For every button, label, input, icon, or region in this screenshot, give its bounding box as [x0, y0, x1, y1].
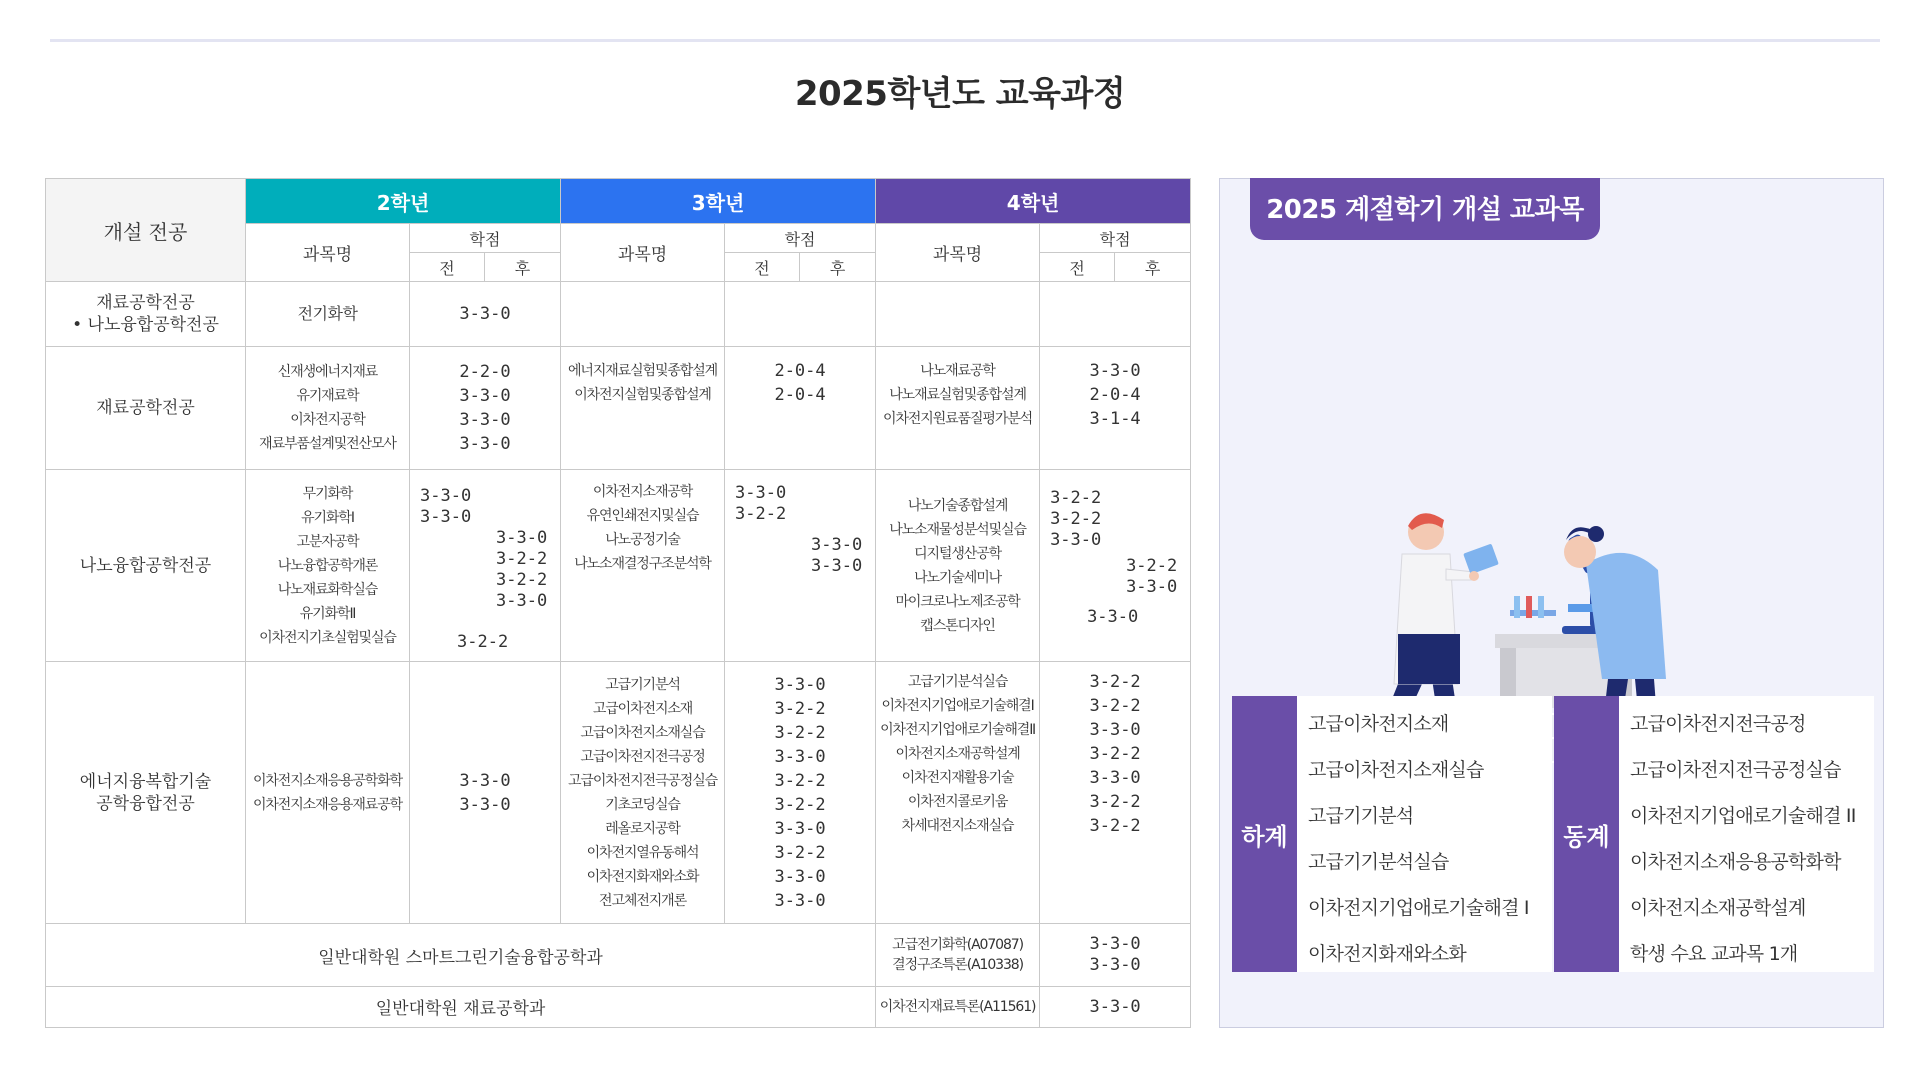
subject-name: 나노소재결정구조분석학: [574, 556, 711, 573]
subject-cell: [561, 346, 725, 470]
subject-name: 나노재료실험및종합설계: [889, 386, 1026, 403]
top-divider: [50, 39, 1880, 42]
subject-name: 이차전지기초실험및실습: [259, 629, 396, 646]
credit-value: 3-2-2: [1126, 556, 1178, 577]
credit-header: 학점: [1040, 224, 1191, 253]
credit-value: 3-3-0: [1089, 955, 1141, 976]
winter-session-label: 동계: [1554, 696, 1619, 972]
subject-name: 고급기기분석: [605, 676, 680, 693]
credit-value: 3-3-0: [459, 410, 511, 431]
credit-value: 3-2-2: [1089, 672, 1141, 693]
front-header: 전: [725, 253, 800, 282]
subject-name: 이차전지콜로키움: [907, 794, 1008, 811]
credit-cell: [725, 282, 876, 346]
major-name: • 나노융합공학전공: [72, 315, 219, 336]
summer-session-box: [1232, 696, 1552, 972]
table-row: [46, 346, 1191, 470]
table-row: [46, 470, 1191, 662]
major-name: 재료공학전공: [96, 398, 195, 419]
winter-course-list: [1630, 701, 1880, 977]
credit-value: 3-3-0: [1089, 934, 1141, 955]
subject-name: 이차전지소재공학: [592, 484, 693, 501]
subject-name: 이차전지기업애로기술해결Ⅰ: [881, 698, 1034, 715]
credit-value: 2-0-4: [1089, 384, 1141, 405]
summer-course-list: [1308, 701, 1558, 977]
subject-cell: [876, 470, 1040, 662]
front-header: 전: [410, 253, 485, 282]
subject-name: 고급이차전지전극공정실습: [567, 772, 718, 789]
credit-value: 3-3-0: [811, 535, 863, 556]
list-item: 고급이차전지소재: [1308, 713, 1449, 735]
list-item: 학생 수요 교과목 1개: [1630, 943, 1798, 965]
subject-name: 이차전지소재응용재료공학: [252, 796, 403, 813]
major-header: 개설 전공: [46, 179, 246, 282]
back-header: 후: [485, 253, 561, 282]
table-row: [46, 662, 1191, 924]
major-cell: [46, 346, 246, 470]
major-cell: [46, 662, 246, 924]
subject-name: 이차전지공학: [290, 412, 365, 429]
credit-value: 3-3-0: [1089, 768, 1141, 789]
subject-name: 캡스톤디자인: [920, 617, 995, 634]
table-row: [46, 924, 1191, 986]
credit-value: 3-2-2: [735, 504, 787, 525]
major-name: 나노융합공학전공: [79, 555, 212, 576]
major-name: 재료공학전공: [96, 293, 195, 314]
credit-value: 3-3-0: [1089, 720, 1141, 741]
list-item: 고급기기분석: [1308, 805, 1414, 827]
back-header: 후: [1115, 253, 1191, 282]
credit-value: 3-3-0: [1089, 996, 1141, 1017]
credit-value: 3-3-0: [774, 890, 826, 911]
subject-name: 유기재료학: [296, 388, 359, 405]
credit-value: 3-3-0: [496, 528, 548, 549]
subject-header: 과목명: [561, 224, 725, 282]
list-item: 고급이차전지전극공정: [1630, 713, 1806, 735]
credit-value: 3-3-0: [496, 591, 548, 612]
winter-session-box: [1554, 696, 1874, 972]
subject-name: 재료부품설계및전산모사: [259, 436, 396, 453]
credit-value: 3-3-0: [459, 794, 511, 815]
credit-cell: [410, 346, 561, 470]
credit-value: 3-2-2: [1050, 488, 1102, 509]
subject-name: 나노공정기술: [605, 532, 680, 549]
credit-value: 3-2-2: [1050, 509, 1102, 530]
credit-value: 3-3-0: [420, 486, 472, 507]
subject-name: 이차전지화재와소화: [586, 868, 699, 885]
credit-cell: [725, 470, 876, 662]
credit-cell: [1040, 662, 1191, 924]
subject-cell: [246, 662, 410, 924]
subject-name: 이차전지소재공학설계: [895, 746, 1020, 763]
credit-header: 학점: [410, 224, 561, 253]
year-4-header: 4학년: [876, 179, 1191, 224]
grad-program-label: 일반대학원 스마트그린기술융합공학과: [46, 924, 876, 986]
subject-cell: [561, 470, 725, 662]
subject-name: 유연인쇄전지및실습: [586, 508, 699, 525]
subject-name: 고분자공학: [296, 533, 359, 550]
subject-name: 이차전지원료품질평가분석: [883, 410, 1033, 427]
subject-name: 유기화학Ⅱ: [299, 605, 356, 622]
subject-name: 이차전지재료특론(A11561): [879, 998, 1036, 1015]
seasonal-courses-panel: [1219, 178, 1884, 1028]
curriculum-table: [45, 178, 1191, 1028]
list-item: 이차전지소재응용공학화학: [1630, 851, 1841, 873]
front-header: 전: [1040, 253, 1115, 282]
credit-value: 3-3-0: [1089, 360, 1141, 381]
subject-name: 결정구조특론(A10338): [892, 957, 1023, 974]
credit-cell: [1040, 470, 1191, 662]
credit-value: 3-3-0: [811, 556, 863, 577]
credit-cell: [725, 662, 876, 924]
credit-value: 3-3-0: [459, 770, 511, 791]
list-item: 이차전지기업애로기술해결 I: [1308, 897, 1529, 919]
subject-cell: [246, 346, 410, 470]
list-item: 고급기기분석실습: [1308, 851, 1449, 873]
subject-name: 기초코딩실습: [605, 796, 680, 813]
year-2-header: 2학년: [246, 179, 561, 224]
subject-name: 이차전지소재응용공학화학: [252, 772, 403, 789]
subject-name: 신재생에너지재료: [277, 364, 378, 381]
subject-name: 전기화학: [297, 304, 358, 324]
credit-cell: [1040, 282, 1191, 346]
subject-name: 고급기기분석실습: [907, 674, 1008, 691]
subject-name: 디지털생산공학: [914, 545, 1002, 562]
major-cell: [46, 470, 246, 662]
subject-name: 나노재료화학실습: [277, 581, 378, 598]
table-row: [46, 986, 1191, 1027]
credit-cell: [725, 346, 876, 470]
subject-name: 무기화학: [302, 485, 353, 502]
subject-cell: [876, 924, 1040, 986]
list-item: 고급이차전지전극공정실습: [1630, 759, 1841, 781]
credit-value: 3-3-0: [1050, 530, 1102, 551]
subject-cell: [876, 346, 1040, 470]
subject-name: 나노융합공학개론: [277, 557, 378, 574]
subject-header: 과목명: [246, 224, 410, 282]
back-header: 후: [800, 253, 876, 282]
credit-value: 3-2-2: [1089, 744, 1141, 765]
credit-cell: [1040, 924, 1191, 986]
credit-value: 3-2-2: [457, 632, 509, 653]
subject-name: 고급전기화학(A07087): [892, 937, 1023, 954]
subject-name: 마이크로나노제조공학: [895, 593, 1020, 610]
major-cell: [46, 282, 246, 346]
credit-value: 3-3-0: [774, 674, 826, 695]
page-title: 2025학년도 교육과정: [794, 74, 1126, 114]
credit-value: 3-2-2: [774, 698, 826, 719]
subject-name: 이차전지재활용기술: [901, 770, 1014, 787]
table-row: [46, 282, 1191, 346]
grad-program-label: 일반대학원 재료공학과: [46, 986, 876, 1027]
credit-value: 2-0-4: [774, 360, 826, 381]
subject-name: 에너지재료실험및종합설계: [567, 362, 718, 379]
subject-name: 차세대전지소재실습: [901, 818, 1014, 835]
list-item: 이차전지소재공학설계: [1630, 897, 1806, 919]
subject-name: 고급이차전지소재실습: [580, 724, 705, 741]
subject-name: 나노기술종합설계: [907, 497, 1008, 514]
credit-value: 3-2-2: [774, 842, 826, 863]
subject-cell: [876, 662, 1040, 924]
credit-value: 2-0-4: [774, 384, 826, 405]
credit-value: 3-3-0: [735, 483, 787, 504]
subject-cell: [561, 662, 725, 924]
credit-value: 3-2-2: [774, 794, 826, 815]
credit-value: 3-1-4: [1089, 408, 1141, 429]
credit-value: 3-2-2: [496, 570, 548, 591]
credit-value: 3-3-0: [420, 507, 472, 528]
credit-cell: [1040, 346, 1191, 470]
credit-value: 2-2-0: [459, 362, 511, 383]
credit-value: 3-2-2: [496, 549, 548, 570]
test-tubes-icon: [1510, 596, 1556, 618]
subject-name: 나노기술세미나: [914, 569, 1002, 586]
credit-value: 3-2-2: [774, 770, 826, 791]
credit-cell: [410, 282, 561, 346]
list-item: 고급이차전지소재실습: [1308, 759, 1484, 781]
credit-value: 3-2-2: [1089, 792, 1141, 813]
summer-session-label: 하계: [1232, 696, 1297, 972]
subject-name: 이차전지실험및종합설계: [574, 386, 711, 403]
credit-value: 3-3-0: [774, 818, 826, 839]
subject-name: 고급이차전지소재: [592, 700, 693, 717]
major-name: 에너지융복합기술: [79, 771, 212, 792]
subject-name: 나노소재물성분석및실습: [889, 521, 1026, 538]
credit-value: 3-2-2: [774, 722, 826, 743]
credit-value: 3-3-0: [1087, 607, 1139, 628]
credit-value: 3-3-0: [1126, 577, 1178, 598]
subject-name: 레올로지공학: [605, 820, 680, 837]
credit-value: 3-2-2: [1089, 816, 1141, 837]
list-item: 이차전지기업애로기술해결 II: [1630, 805, 1856, 827]
seasonal-panel-title: 2025 계절학기 개설 교과목: [1250, 178, 1600, 240]
subject-name: 유기화학Ⅰ: [301, 509, 354, 526]
credit-value: 3-3-0: [774, 746, 826, 767]
subject-name: 이차전지열유동해석: [586, 844, 699, 861]
credit-value: 3-2-2: [1089, 696, 1141, 717]
list-item: 이차전지화재와소화: [1308, 943, 1466, 965]
subject-name: 전고체전지개론: [599, 892, 687, 909]
credit-cell: [410, 470, 561, 662]
subject-cell: [246, 282, 410, 346]
subject-cell: [876, 986, 1040, 1027]
credit-cell: [1040, 986, 1191, 1027]
subject-header: 과목명: [876, 224, 1040, 282]
major-name: 공학융합전공: [96, 793, 195, 814]
subject-name: 나노재료공학: [920, 362, 995, 379]
credit-value: 3-3-0: [774, 866, 826, 887]
credit-header: 학점: [725, 224, 876, 253]
subject-cell: [561, 282, 725, 346]
subject-name: 이차전지기업애로기술해결Ⅱ: [880, 722, 1035, 739]
credit-value: 3-3-0: [459, 304, 511, 325]
year-3-header: 3학년: [561, 179, 876, 224]
subject-cell: [876, 282, 1040, 346]
subject-name: 고급이차전지전극공정: [580, 748, 705, 765]
credit-value: 3-3-0: [459, 386, 511, 407]
credit-cell: [410, 662, 561, 924]
subject-cell: [246, 470, 410, 662]
credit-value: 3-3-0: [459, 434, 511, 455]
